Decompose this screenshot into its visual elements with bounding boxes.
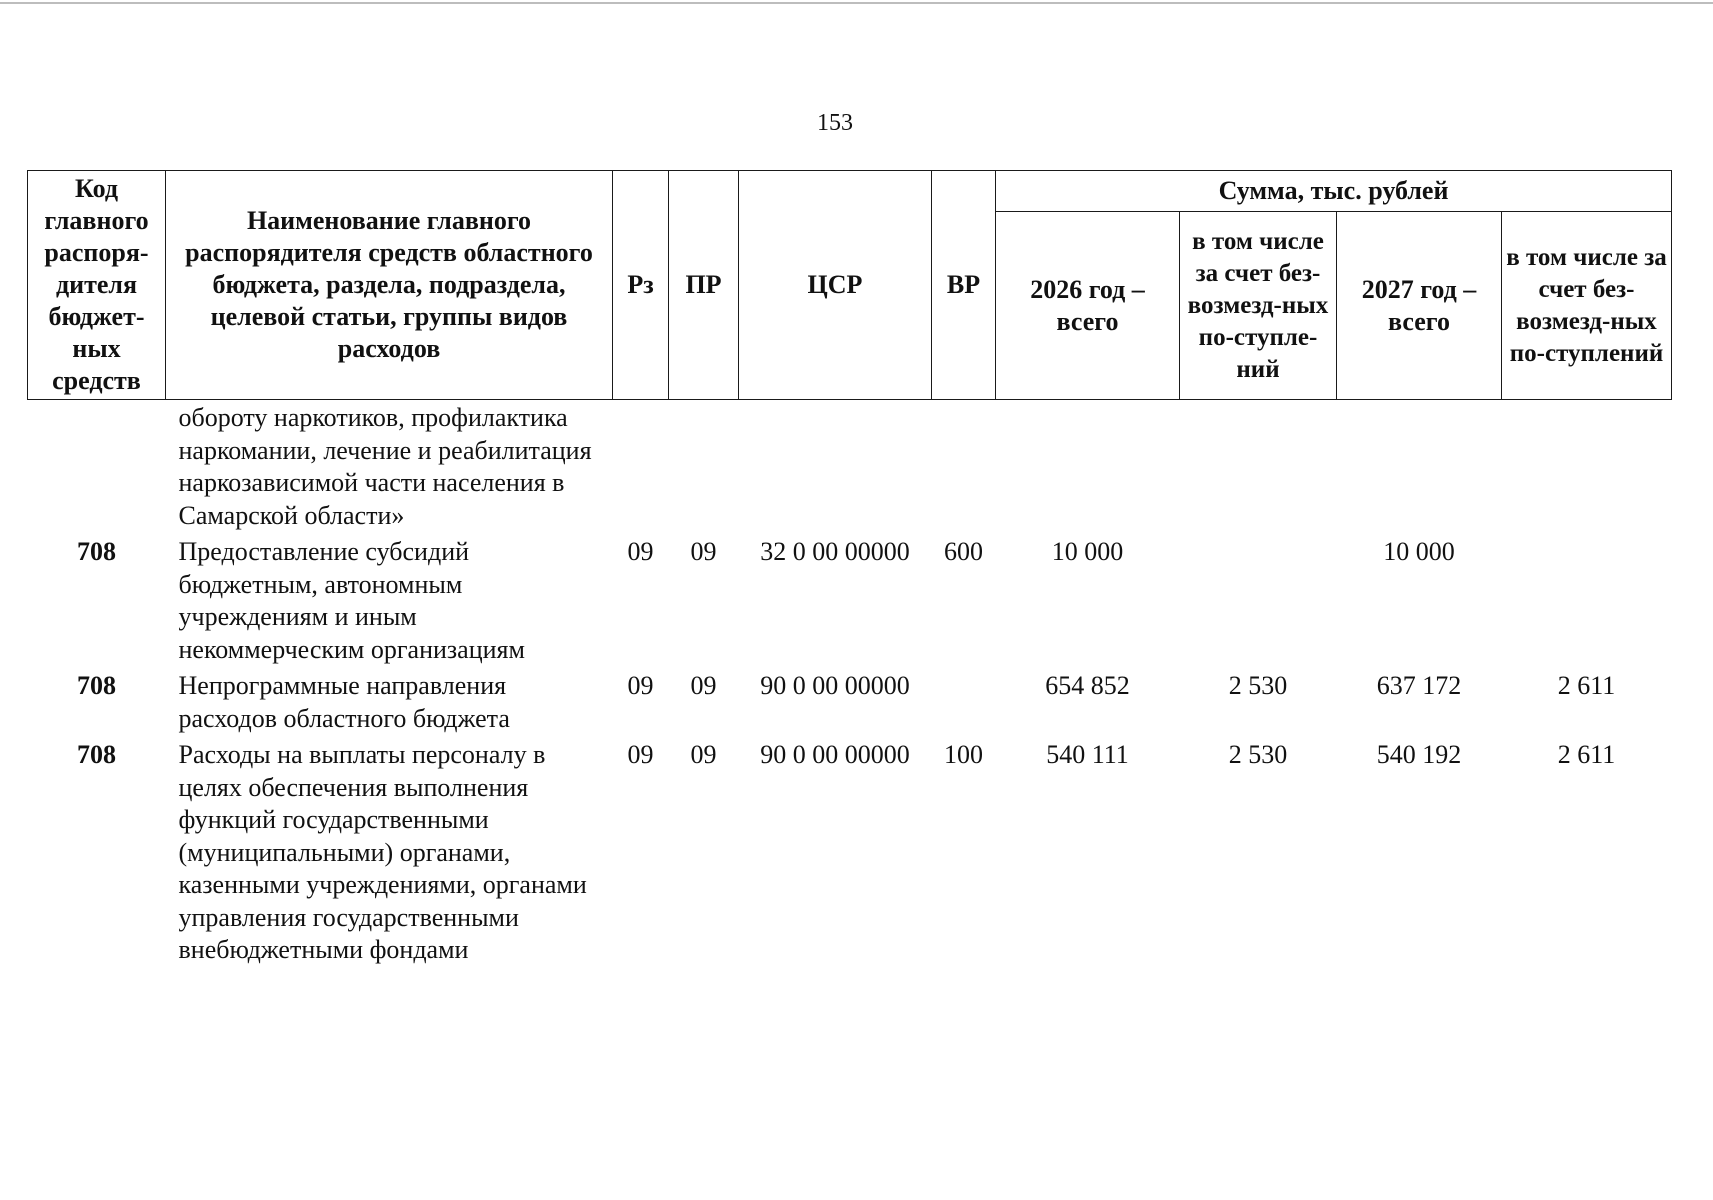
table-row (28, 735, 1672, 967)
cell-2027-total: 540 192 (1376, 740, 1462, 769)
cell-2027-total: 10 000 (1383, 537, 1455, 566)
cell-2026-free: 2 530 (1228, 740, 1288, 769)
cell-rz: 09 (627, 671, 654, 700)
cell-csr: 90 0 00 00000 (760, 740, 910, 769)
cell-2026-total: 654 852 (1045, 671, 1130, 700)
cell-name: Непрограммные направления расходов областного бюджета (178, 671, 510, 733)
cell-2026-free (1180, 532, 1337, 666)
page-top-edge (0, 2, 1713, 4)
header-pr: ПР (669, 171, 739, 400)
cell-code: 708 (77, 537, 116, 566)
table-header (28, 171, 1672, 400)
cell-2027-free: 2 611 (1557, 671, 1616, 700)
cell-2026-free: 2 530 (1228, 671, 1288, 700)
header-2026-free: в том числе за счет без-возмезд-ных по-ступле-ний (1180, 212, 1337, 400)
table-body (28, 400, 1672, 967)
cell-vr: 100 (944, 740, 983, 769)
header-2027-free: в том числе за счет без-возмезд-ных по-ступлений (1502, 212, 1672, 400)
header-name: Наименование главного распорядителя средств областного бюджета, раздела, подраздела, целевой статьи, группы видов расходов (166, 171, 613, 400)
cell-csr: 32 0 00 00000 (760, 537, 910, 566)
header-code: Код главного распоря-дителя бюджет-ных средств (28, 171, 166, 400)
cell-2027-free: 2 611 (1557, 740, 1616, 769)
cell-vr (932, 666, 996, 735)
cell-pr: 09 (690, 740, 717, 769)
cell-pr: 09 (690, 671, 717, 700)
cell-2027-total: 637 172 (1376, 671, 1462, 700)
cell-csr: 90 0 00 00000 (760, 671, 910, 700)
table-row (28, 666, 1672, 735)
header-sum-group: Сумма, тыс. рублей (996, 171, 1672, 212)
cell-2026-total: 540 111 (1046, 740, 1129, 769)
cell-name: Расходы на выплаты персоналу в целях обеспечения выполнения функций государственными (муниципальными) органами, казенными учреждениями, органами управления государственными внебюджетными фондами (178, 740, 587, 964)
cell-rz: 09 (627, 537, 654, 566)
cell-code: 708 (77, 671, 116, 700)
continuation-text: обороту наркотиков, профилактика наркомании, лечение и реабилитация наркозависимой части населения в Самарской области» (178, 403, 592, 530)
budget-table (27, 170, 1672, 967)
page-number: 153 (817, 110, 853, 136)
cell-vr: 600 (944, 537, 983, 566)
header-csr: ЦСР (739, 171, 932, 400)
cell-code: 708 (77, 740, 116, 769)
cell-2026-total: 10 000 (1051, 537, 1124, 566)
header-vr: ВР (932, 171, 996, 400)
header-2027-total: 2027 год – всего (1337, 212, 1502, 400)
cell-pr: 09 (690, 537, 717, 566)
cell-2027-free (1502, 532, 1672, 666)
cell-rz: 09 (627, 740, 654, 769)
header-rz: Рз (613, 171, 669, 400)
cont-code (28, 400, 166, 533)
header-2026-total: 2026 год – всего (996, 212, 1180, 400)
table-row-continuation (28, 400, 1672, 533)
table-row (28, 532, 1672, 666)
cell-name: Предоставление субсидий бюджетным, автономным учреждениям и иным некоммерческим организациям (178, 537, 525, 664)
